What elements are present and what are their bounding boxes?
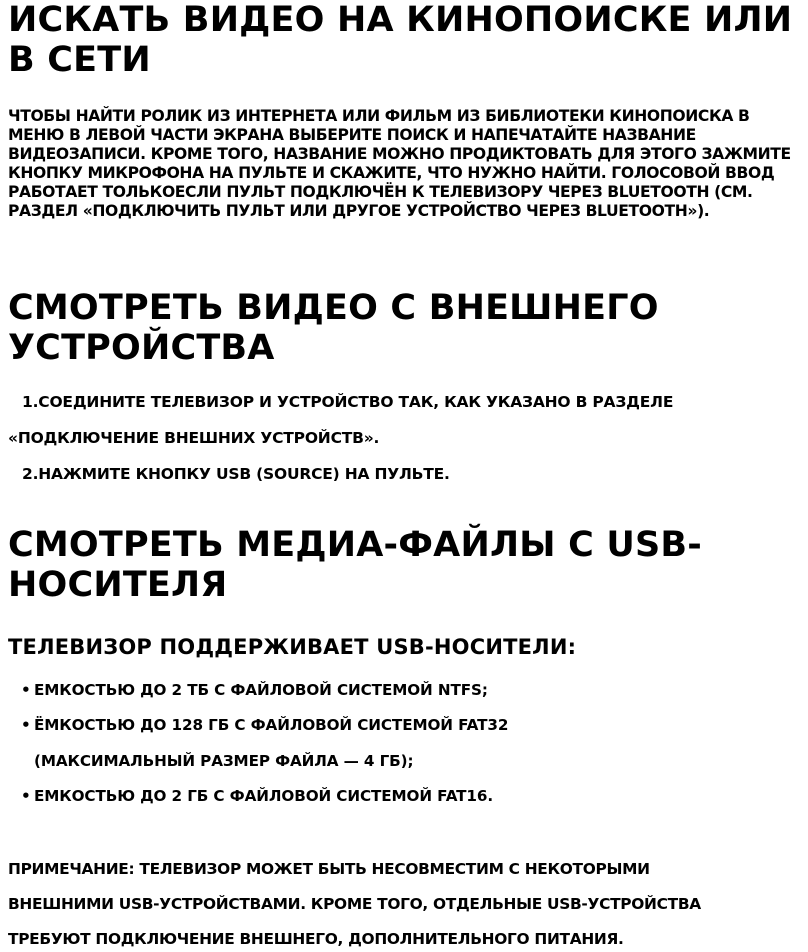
heading-search-video: ИСКАТЬ ВИДЕО НА КИНОПОИСКЕ ИЛИ В СЕТИ — [8, 0, 793, 80]
bullet-dot: • — [21, 681, 31, 699]
paragraph-search-instructions: ЧТОБЫ НАЙТИ РОЛИК ИЗ ИНТЕРНЕТА ИЛИ ФИЛЬМ ИЗ БИБЛИОТЕКИ КИНОПОИСКА В МЕНЮ В ЛЕВОЙ ЧАСТИ ЭКРАНА ВЫБЕРИТЕ ПОИСК И НАПЕЧАТАЙТЕ НАЗВАНИЕ ВИДЕОЗАПИСИ. КРОМЕ ТОГО, НАЗВАНИЕ МОЖНО ПРОДИКТОВАТЬ ДЛЯ ЭТОГО ЗАЖМИТЕ КНОПКУ МИКРОФОНА НА ПУЛЬТЕ И СКАЖИТЕ, ЧТО НУЖНО НАЙТИ. ГОЛОСОВОЙ ВВОД РАБОТАЕТ ТОЛЬКОЕСЛИ ПУЛЬТ ПОДКЛЮЧЁН К ТЕЛЕВИЗОРУ ЧЕРЕЗ BLUETOOTH (СМ. РАЗДЕЛ «ПОДКЛЮЧИТЬ ПУЛЬТ ИЛИ ДРУГОЕ УСТРОЙСТВО ЧЕРЕЗ BLUETOOTH»). — [8, 107, 791, 220]
heading-usb-media: СМОТРЕТЬ МЕДИА-ФАЙЛЫ С USB-НОСИТЕЛЯ — [8, 525, 702, 605]
bullet-text: ЁМКОСТЬЮ ДО 128 ГБ С ФАЙЛОВОЙ СИСТЕМОЙ FAT32 — [34, 716, 509, 734]
bullet-fat16 — [8, 785, 806, 807]
note-line-2: ВНЕШНИМИ USB-УСТРОЙСТВАМИ. КРОМЕ ТОГО, ОТДЕЛЬНЫЕ USB-УСТРОЙСТВА — [8, 895, 701, 913]
subheading-usb-support: ТЕЛЕВИЗОР ПОДДЕРЖИВАЕТ USB-НОСИТЕЛИ: — [8, 635, 577, 659]
bullet-ntfs — [8, 679, 806, 701]
step-1-continued: «ПОДКЛЮЧЕНИЕ ВНЕШНИХ УСТРОЙСТВ». — [8, 429, 380, 447]
step-1: 1.СОЕДИНИТЕ ТЕЛЕВИЗОР И УСТРОЙСТВО ТАК, КАК УКАЗАНО В РАЗДЕЛЕ — [22, 393, 674, 411]
bullet-text: ЕМКОСТЬЮ ДО 2 ТБ С ФАЙЛОВОЙ СИСТЕМОЙ NTFS; — [34, 681, 488, 699]
bullet-fat32-continued: (МАКСИМАЛЬНЫЙ РАЗМЕР ФАЙЛА — 4 ГБ); — [34, 752, 414, 770]
bullet-fat32 — [8, 714, 806, 736]
bullet-dot: • — [21, 787, 31, 805]
bullet-text: ЕМКОСТЬЮ ДО 2 ГБ С ФАЙЛОВОЙ СИСТЕМОЙ FAT16. — [34, 787, 494, 805]
step-2: 2.НАЖМИТЕ КНОПКУ USB (SOURCE) НА ПУЛЬТЕ. — [22, 465, 450, 483]
note-line-3: ТРЕБУЮТ ПОДКЛЮЧЕНИЕ ВНЕШНЕГО, ДОПОЛНИТЕЛЬНОГО ПИТАНИЯ. — [8, 930, 624, 948]
note-line-1: ПРИМЕЧАНИЕ: ТЕЛЕВИЗОР МОЖЕТ БЫТЬ НЕСОВМЕСТИМ С НЕКОТОРЫМИ — [8, 860, 650, 878]
heading-external-device: СМОТРЕТЬ ВИДЕО С ВНЕШНЕГО УСТРОЙСТВА — [8, 288, 659, 368]
bullet-dot: • — [21, 716, 31, 734]
